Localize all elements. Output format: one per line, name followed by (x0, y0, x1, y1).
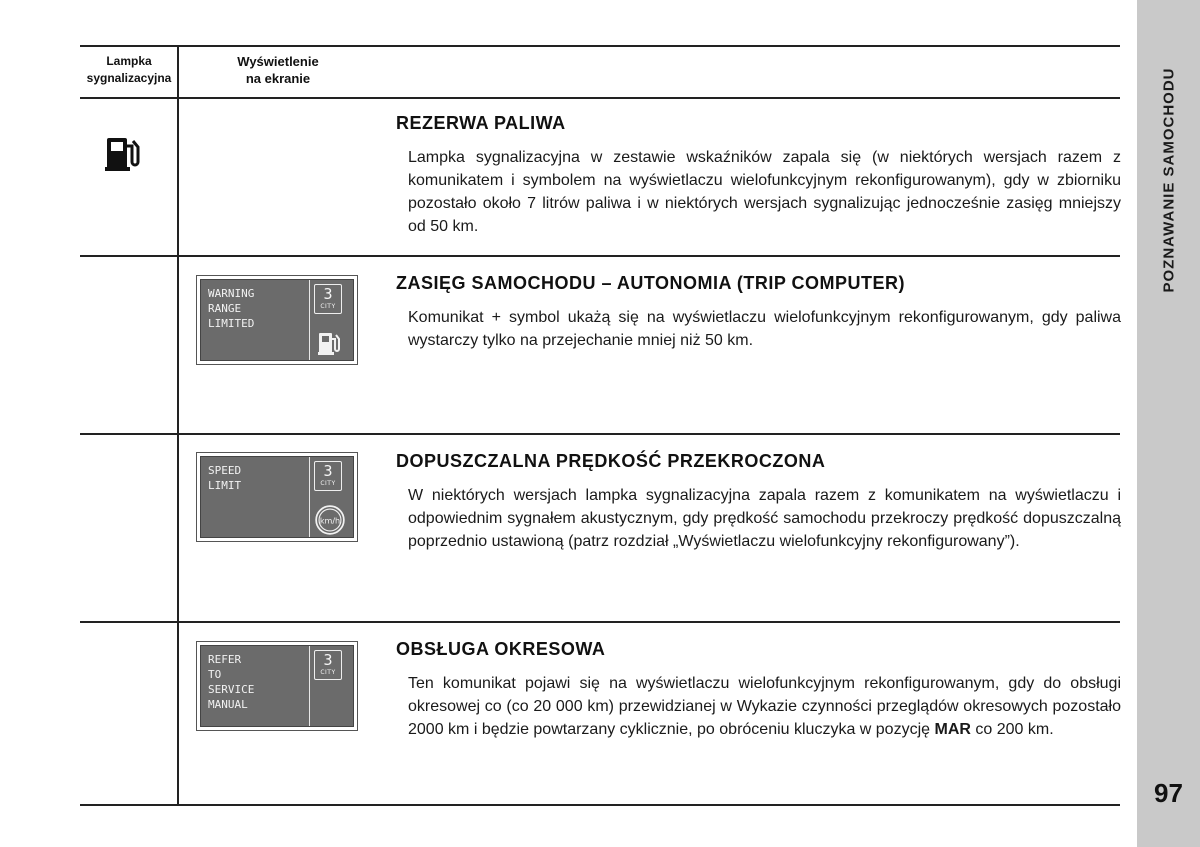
table-top-rule (80, 45, 1120, 47)
gear-indicator (314, 461, 342, 491)
service-text-before: Ten komunikat pojawi się na wyświetlaczu wielofunkcyjnym rekonfigurowanym, gdy do obsługi okresowej co (co 20 000 km) przewidzianej w Wykazie czynności przeglądów okresowych pozostało 2000 km i będzie powtarzany cyklicznie, po obróceniu kluczyka w pozycję (408, 675, 1121, 738)
column-divider (177, 45, 179, 806)
display-column-header (178, 53, 378, 87)
row-title-fuel-reserve: REZERWA PALIWA (396, 113, 566, 133)
row-divider (80, 255, 1120, 257)
row-text-fuel-reserve (396, 146, 1121, 238)
service-paragraph (396, 672, 1121, 741)
range-paragraph: Komunikat + symbol ukażą się na wyświetlaczu wielofunkcyjnym rekonfigurowanym, gdy paliwa wystarczy tylko na przejechanie mniej niż 50 km. (408, 309, 1121, 349)
row-title-range: ZASIĘG SAMOCHODU – AUTONOMIA (TRIP COMPUTER) (396, 273, 906, 293)
row-text-range (396, 306, 1121, 352)
display-screen-service (196, 641, 358, 731)
display-header-line2: na ekranie (245, 71, 311, 86)
gear-number: 3 (323, 651, 333, 669)
speed-unit-label: km/h (319, 516, 341, 526)
row-text-speed (396, 484, 1121, 553)
screen-divider (309, 280, 310, 360)
section-title: POZNAWANIE SAMOCHODU (1160, 67, 1177, 293)
side-tab (1137, 0, 1200, 847)
page-number: 97 (1154, 778, 1183, 808)
header-rule (80, 97, 1120, 99)
screen-panel (200, 645, 354, 727)
screen-divider (309, 457, 310, 537)
drive-mode: CITY (320, 669, 336, 676)
lamp-header-line1: Lampka (106, 54, 152, 68)
screen-message: WARNING RANGE LIMITED (208, 287, 255, 330)
row-text-service (396, 672, 1121, 741)
screen-message: REFER TO SERVICE MANUAL (208, 653, 255, 711)
row-title-service: OBSŁUGA OKRESOWA (396, 639, 606, 659)
fuel-reserve-paragraph: Lampka sygnalizacyjna w zestawie wskaźników zapala się (w niektórych wersjach razem z komunikatem i symbolem na wyświetlaczu wielofunkcyjnym rekonfigurowanym), gdy w zbiorniku pozostało około 7 litrów paliwa i w niektórych wersjach sygnalizując jednocześnie zasięg mniejszy od 50 km. (408, 149, 1121, 235)
table-bottom-rule (80, 804, 1120, 806)
screen-panel (200, 279, 354, 361)
row-title-speed: DOPUSZCZALNA PRĘDKOŚĆ PRZEKROCZONA (396, 451, 826, 471)
screen-panel (200, 456, 354, 538)
gear-number: 3 (323, 462, 333, 480)
screen-divider (309, 646, 310, 726)
gear-number: 3 (323, 285, 333, 303)
display-screen-range (196, 275, 358, 365)
display-screen-speed (196, 452, 358, 542)
row-divider (80, 621, 1120, 623)
gear-indicator (314, 650, 342, 680)
drive-mode: CITY (320, 303, 336, 310)
gear-indicator (314, 284, 342, 314)
display-header-line1: Wyświetlenie (237, 54, 319, 69)
screen-message: SPEED LIMIT (208, 464, 242, 492)
row-divider (80, 433, 1120, 435)
lamp-column-header (80, 53, 178, 87)
service-key-position: MAR (934, 721, 971, 738)
fuel-pump-icon (317, 330, 343, 356)
fuel-pump-icon (104, 133, 144, 173)
service-text-after: co 200 km. (975, 721, 1054, 738)
lamp-header-line2: sygnalizacyjna (86, 71, 172, 85)
speed-paragraph: W niektórych wersjach lampka sygnalizacyjna zapala razem z komunikatem na wyświetlaczu i odpowiednim sygnałem akustycznym, gdy prędkość samochodu przekroczy prędkość dopuszczalną poprzednio ustawioną (patrz rozdział „Wyświetlaczu wielofunkcyjny rekonfigurowany”). (408, 487, 1121, 550)
speed-limit-icon (315, 505, 345, 535)
drive-mode: CITY (320, 480, 336, 487)
